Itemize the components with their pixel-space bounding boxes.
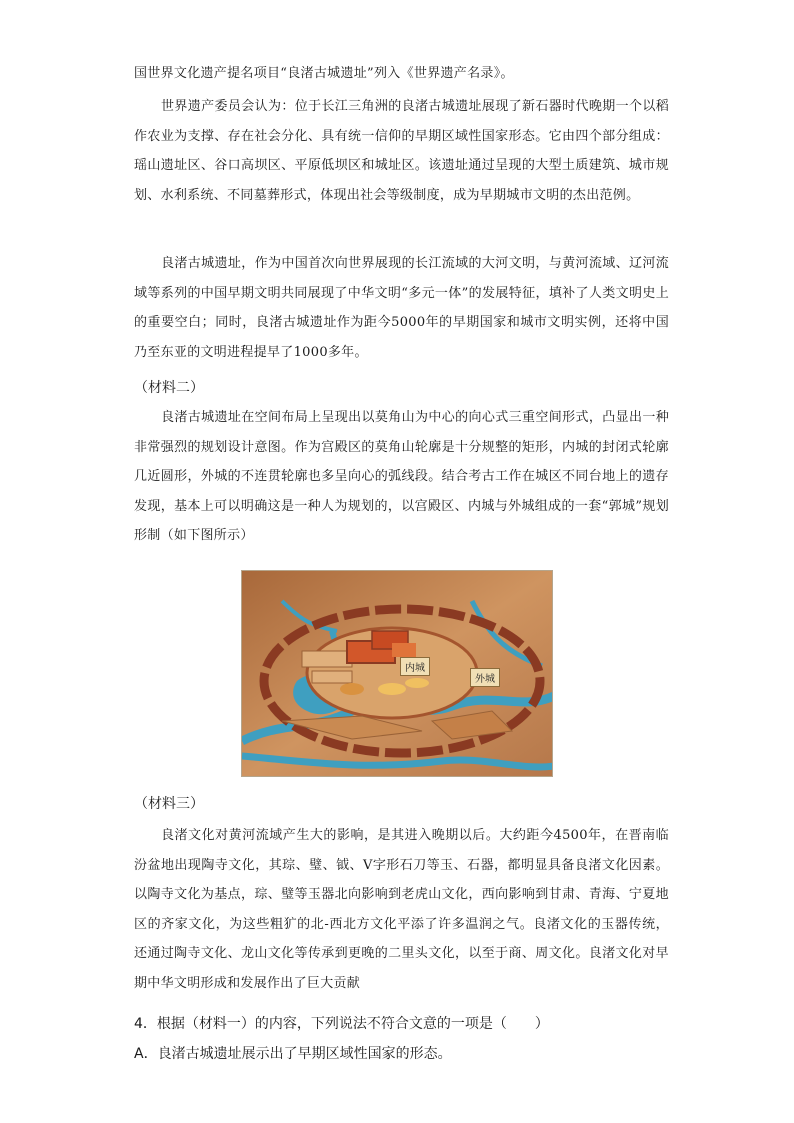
material-3-label: （材料三） [134, 796, 204, 812]
paragraph-4: 良渚古城遗址在空间布局上呈现出以莫角山为中心的向心式三重空间形式，凸显出一种非常强烈的规划设计意图。作为宫殿区的莫角山轮廓是十分规整的矩形，内城的封闭式轮廓几近圆形，外城的不连贯轮廓也多呈向心的弧线段。结合考古工作在城区不同台地上的遗存发现，基本上可以明确这是一种人为规划的，以宫殿区、内城与外城组成的一套“郭城”规划形制（如下图所示） [134, 410, 669, 543]
city-model-illustration [242, 571, 553, 777]
paragraph-2: 世界遗产委员会认为：位于长江三角洲的良渚古城遗址展现了新石器时代晚期一个以稻作农业为支撑、存在社会分化、具有统一信仰的早期区域性国家形态。它由四个部分组成：瑶山遗址区、谷口高坝区、平原低坝区和城址区。该遗址通过呈现的大型土质建筑、城市规划、水利系统、不同墓葬形式，体现出社会等级制度，成为早期城市文明的杰出范例。 [134, 99, 669, 203]
question-4-stem: 4．根据（材料一）的内容，下列说法不符合文意的一项是（ ） [134, 1016, 549, 1032]
liangzhu-city-model-image [241, 570, 553, 777]
paragraph-5: 良渚文化对黄河流域产生大的影响，是其进入晚期以后。大约距今4500年，在晋南临汾盆地出现陶寺文化，其琮、璧、钺、V字形石刀等玉、石器，都明显具备良渚文化因素。以陶寺文化为基点，琮、璧等玉器北向影响到老虎山文化，西向影响到甘肃、青海、宁夏地区的齐家文化，为这些粗犷的北-西北方文化平添了许多温润之气。良渚文化的玉器传统，还通过陶寺文化、龙山文化等传承到更晚的二里头文化，以至于商、周文化。良渚文化对早期中华文明形成和发展作出了巨大贡献 [134, 828, 669, 991]
paragraph-1: 国世界文化遗产提名项目“良渚古城遗址”列入《世界遗产名录》。 [134, 66, 514, 81]
question-4-option-a: A．良渚古城遗址展示出了早期区域性国家的形态。 [134, 1046, 452, 1062]
outer-city-label: 外城 [470, 668, 500, 687]
material-2-label: （材料二） [134, 380, 204, 396]
paragraph-3: 良渚古城遗址，作为中国首次向世界展现的长江流域的大河文明，与黄河流域、辽河流域等系列的中国早期文明共同展现了中华文明“多元一体”的发展特征，填补了人类文明史上的重要空白；同时，良渚古城遗址作为距今5000年的早期国家和城市文明实例，还将中国乃至东亚的文明进程提早了1000多年。 [134, 256, 669, 360]
inner-city-label: 内城 [400, 657, 430, 676]
